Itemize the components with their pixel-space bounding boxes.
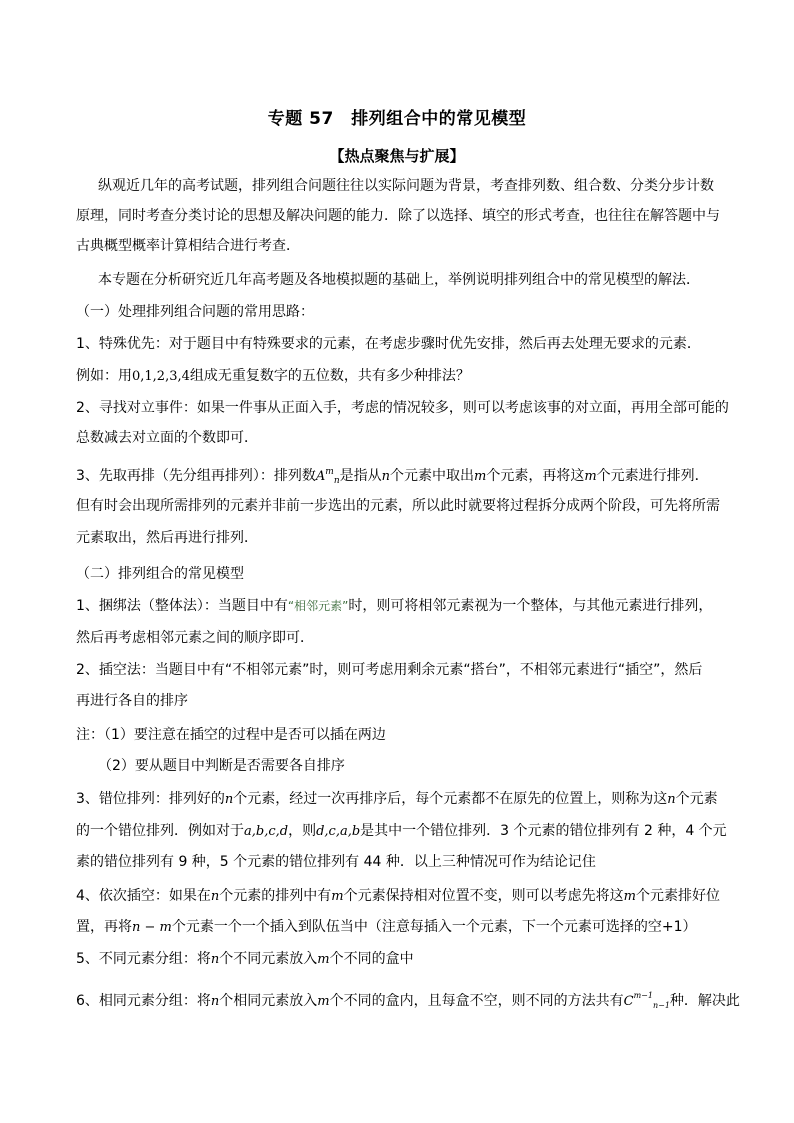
- var-n: n: [210, 952, 220, 967]
- section-subtitle: 【热点聚焦与扩展】: [329, 147, 465, 165]
- s2-item4-text-c: 个元素保持相对位置不变，则可以考虑先将这: [343, 888, 624, 904]
- intro-paragraph-line-3: 古典概型概率计算相结合进行考查．: [76, 238, 300, 254]
- s2-item6-text-d: 种．解决此: [669, 993, 740, 1009]
- item3-text-b: 是指从: [339, 468, 382, 484]
- section-1-item-3-line-1: [76, 462, 709, 491]
- item3-text-a: 3、先取再排（先分组再排列）：排列数: [76, 468, 316, 484]
- s2-item4-text-a: 4、依次插空：如果在: [76, 888, 211, 904]
- var-n-minus-m: n − m: [132, 920, 172, 935]
- item3-text-c: 个元素中取出: [390, 468, 475, 484]
- var-n: n: [224, 792, 234, 807]
- permutation-letter: A: [315, 469, 326, 484]
- item3-text-d: 个元素，再将这: [486, 468, 585, 484]
- s2-item4-text-b: 个元素的排列中有: [219, 888, 332, 904]
- section-1-item-1: 1、特殊优先：对于题目中有特殊要求的元素，在考虑步骤时优先安排，然后再去处理无要求的元素．: [76, 336, 701, 352]
- section-2-item-4-line-2: [76, 917, 697, 938]
- s2-item3-l2-text-b: ，则: [288, 823, 317, 839]
- var-n: n: [210, 994, 220, 1009]
- section-2-item-3-line-3: 素的错位排列有 9 种，5 个元素的错位排列有 44 种．以上三种情况可作为结论记住: [76, 854, 596, 870]
- s2-item6-text-b: 个相同元素放入: [219, 993, 318, 1009]
- combination-symbol: [623, 991, 670, 1010]
- intro-paragraph-line-2: 原理，同时考查分类讨论的思想及解决问题的能力．除了以选择、填空的形式考查，也往往在解答题中与: [76, 208, 720, 224]
- s2-item3-text-b: 个元素，经过一次再排序后，每个元素都不在原先的位置上，则称为这: [233, 791, 668, 807]
- var-m-2: m: [584, 469, 597, 484]
- example-text-b: 组成无重复数字的五位数，共有多少种排法？: [189, 368, 470, 384]
- s2-item5-text-a: 5、不同元素分组：将: [76, 951, 211, 967]
- example-text-a: 例如：用: [76, 368, 132, 384]
- var-abcd: a,b,c,d: [244, 824, 289, 839]
- s2-item4-l2-text-b: 个元素一个一个插入到队伍当中（注意每插入一个元素，下一个元素可选择的空+1）: [171, 919, 697, 935]
- s2-item1-text-a: 1、捆绑法（整体法）：当题目中有: [76, 598, 288, 614]
- s2-item1-text-b: 时，则可将相邻元素视为一个整体，与其他元素进行排列，: [348, 598, 713, 614]
- s2-item6-text-a: 6、相同元素分组：将: [76, 993, 211, 1009]
- section-2-item-3-line-1: [76, 789, 718, 810]
- intro-paragraph-2: 本专题在分析研究近几年高考题及各地模拟题的基础上，举例说明排列组合中的常见模型的解法．: [98, 272, 700, 288]
- section-2-item-4-line-1: [76, 886, 720, 907]
- s2-item5-text-c: 个不同的盒中: [329, 951, 414, 967]
- section-1-example: [76, 366, 470, 387]
- var-n: n: [210, 889, 220, 904]
- s2-item6-text-c: 个不同的盒内，且每盒不空，则不同的方法共有: [329, 993, 624, 1009]
- var-m-2: m: [623, 889, 636, 904]
- section-2-item-2-line-2: 再进行各自的排序: [76, 693, 188, 709]
- page-title: 专题 57 排列组合中的常见模型: [267, 109, 527, 129]
- s2-item5-text-b: 个不同元素放入: [219, 951, 318, 967]
- permutation-sup: m: [325, 467, 334, 477]
- section-2-item-5: [76, 949, 414, 970]
- section-2-item-1-line-2: 然后再考虑相邻元素之间的顺序即可．: [76, 630, 314, 646]
- s2-item3-l2-text-a: 的一个错位排列．例如对于: [76, 823, 244, 839]
- s2-item3-text-c: 个元素: [675, 791, 718, 807]
- var-n: n: [381, 469, 391, 484]
- combination-sup: m−1: [633, 991, 653, 1000]
- intro-paragraph-line-1: 纵观近几年的高考试题，排列组合问题往往以实际问题为背景，考查排列数、组合数、分类分步计数: [98, 178, 714, 194]
- s2-item3-l2-text-c: 是其中一个错位排列．3 个元素的错位排列有 2 种，4 个元: [360, 823, 727, 839]
- combination-sub: n−1: [652, 1001, 670, 1010]
- section-2-item-2-line-1: 2、插空法：当题目中有“不相邻元素”时，则可考虑用剩余元素“搭台”，不相邻元素进行“插空”，然后: [76, 662, 703, 678]
- s2-item4-text-d: 个元素排好位: [635, 888, 720, 904]
- note-2: （2）要从题目中判断是否需要各自排序: [98, 758, 345, 774]
- adjacent-elements-quote: “相邻元素”: [287, 599, 349, 613]
- note-1: 注：（1）要注意在插空的过程中是否可以插在两边: [76, 727, 386, 743]
- permutation-sub: n: [333, 476, 340, 486]
- section-1-item-2-line-2: 总数减去对立面的个数即可．: [76, 430, 258, 446]
- s2-item3-text-a: 3、错位排列：排列好的: [76, 791, 225, 807]
- var-m: m: [317, 952, 330, 967]
- permutation-symbol: [316, 469, 340, 484]
- section-1-item-2-line-1: 2、寻找对立事件：如果一件事从正面入手，考虑的情况较多，则可以考虑该事的对立面，再用全部可能的: [76, 400, 729, 416]
- s2-item4-l2-text-a: 置，再将: [76, 919, 132, 935]
- var-dcab: d,c,a,b: [316, 824, 361, 839]
- var-m: m: [331, 889, 344, 904]
- combination-letter: C: [623, 994, 634, 1009]
- item3-text-e: 个元素进行排列．: [596, 468, 709, 484]
- var-m: m: [474, 469, 487, 484]
- section-1-heading: （一）处理排列组合问题的常用思路：: [76, 304, 314, 320]
- section-2-item-6: [76, 986, 740, 1016]
- var-n-2: n: [667, 792, 676, 807]
- var-m: m: [317, 994, 330, 1009]
- section-1-item-3-line-3: 元素取出，然后再进行排列．: [76, 530, 258, 546]
- section-2-item-1-line-1: [76, 596, 712, 616]
- section-1-item-3-line-2: 但有时会出现所需排列的元素并非前一步选出的元素，所以此时就要将过程拆分成两个阶段，可先将所需: [76, 498, 720, 514]
- example-digits: 0,1,2,3,4: [132, 369, 190, 384]
- section-2-heading: （二）排列组合的常见模型: [76, 566, 244, 582]
- section-2-item-3-line-2: [76, 821, 727, 842]
